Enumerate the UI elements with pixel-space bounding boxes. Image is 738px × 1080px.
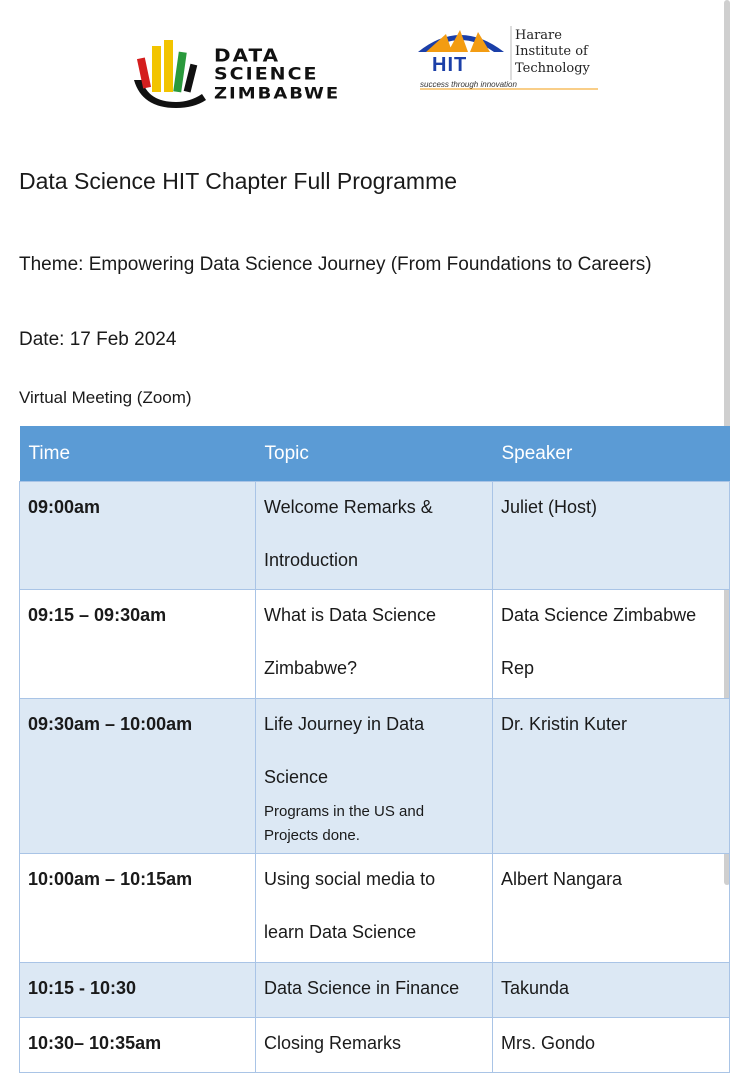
table-row (20, 590, 730, 699)
topic-cell (256, 482, 493, 590)
header-topic: Topic (256, 426, 493, 482)
time-cell: 09:15 – 09:30am (20, 590, 256, 699)
speaker-line: Albert Nangara (501, 869, 623, 889)
topic-line: Science (264, 767, 329, 787)
time-cell: 10:30– 10:35am (20, 1018, 256, 1073)
topic-line: Data Science in Finance (264, 978, 460, 998)
speaker-cell (493, 963, 730, 1018)
time-cell: 09:30am – 10:00am (20, 699, 256, 854)
table-row (20, 699, 730, 854)
speaker-line: Dr. Kristin Kuter (501, 714, 628, 734)
table-header-row (20, 426, 730, 482)
topic-line: Life Journey in Data (264, 714, 425, 734)
topic-line: Welcome Remarks & (264, 497, 433, 517)
time-cell: 09:00am (20, 482, 256, 590)
topic-cell (256, 699, 493, 854)
time-cell: 10:15 - 10:30 (20, 963, 256, 1018)
hit-name-line-2: Institute of (515, 44, 588, 59)
hit-abbreviation: HIT (432, 54, 468, 76)
venue-line: Virtual Meeting (Zoom) (19, 388, 192, 407)
logo-word-science: SCIENCE (214, 64, 319, 84)
speaker-line: Juliet (Host) (501, 497, 598, 517)
speaker-cell (493, 854, 730, 963)
topic-cell (256, 854, 493, 963)
page-title: Data Science HIT Chapter Full Programme (19, 168, 458, 194)
topic-cell (256, 590, 493, 699)
topic-note-line: Programs in the US and (264, 803, 425, 820)
topic-cell (256, 1018, 493, 1073)
topic-cell (256, 963, 493, 1018)
topic-line: Closing Remarks (264, 1033, 402, 1053)
topic-line: learn Data Science (264, 922, 417, 942)
hit-tagline: success through innovation (420, 80, 517, 89)
speaker-cell (493, 590, 730, 699)
time-cell: 10:00am – 10:15am (20, 854, 256, 963)
table-row (20, 482, 730, 590)
speaker-line: Rep (501, 658, 535, 678)
theme-line: Theme: Empowering Data Science Journey (From Foundations to Careers) (19, 254, 652, 275)
topic-line: What is Data Science (264, 605, 437, 625)
topic-line: Introduction (264, 550, 359, 570)
speaker-cell (493, 1018, 730, 1073)
logo-word-data: DATA (214, 44, 281, 66)
topic-note-line: Projects done. (264, 827, 360, 844)
topic-line: Using social media to (264, 869, 436, 889)
header-time: Time (20, 426, 256, 482)
speaker-cell (493, 699, 730, 854)
topic-line: Zimbabwe? (264, 658, 358, 678)
speaker-line: Mrs. Gondo (501, 1033, 596, 1053)
hit-name-line-1: Harare (515, 28, 562, 43)
speaker-line: Takunda (501, 978, 570, 998)
table-row (20, 1018, 730, 1073)
speaker-line: Data Science Zimbabwe (501, 605, 697, 625)
programme-table (19, 426, 730, 1073)
speaker-cell (493, 482, 730, 590)
date-line: Date: 17 Feb 2024 (19, 329, 177, 350)
table-row (20, 854, 730, 963)
hit-name-line-3: Technology (515, 61, 590, 76)
header-speaker: Speaker (493, 426, 730, 482)
table-row (20, 963, 730, 1018)
logo-word-zimbabwe: ZIMBABWE (214, 84, 341, 104)
